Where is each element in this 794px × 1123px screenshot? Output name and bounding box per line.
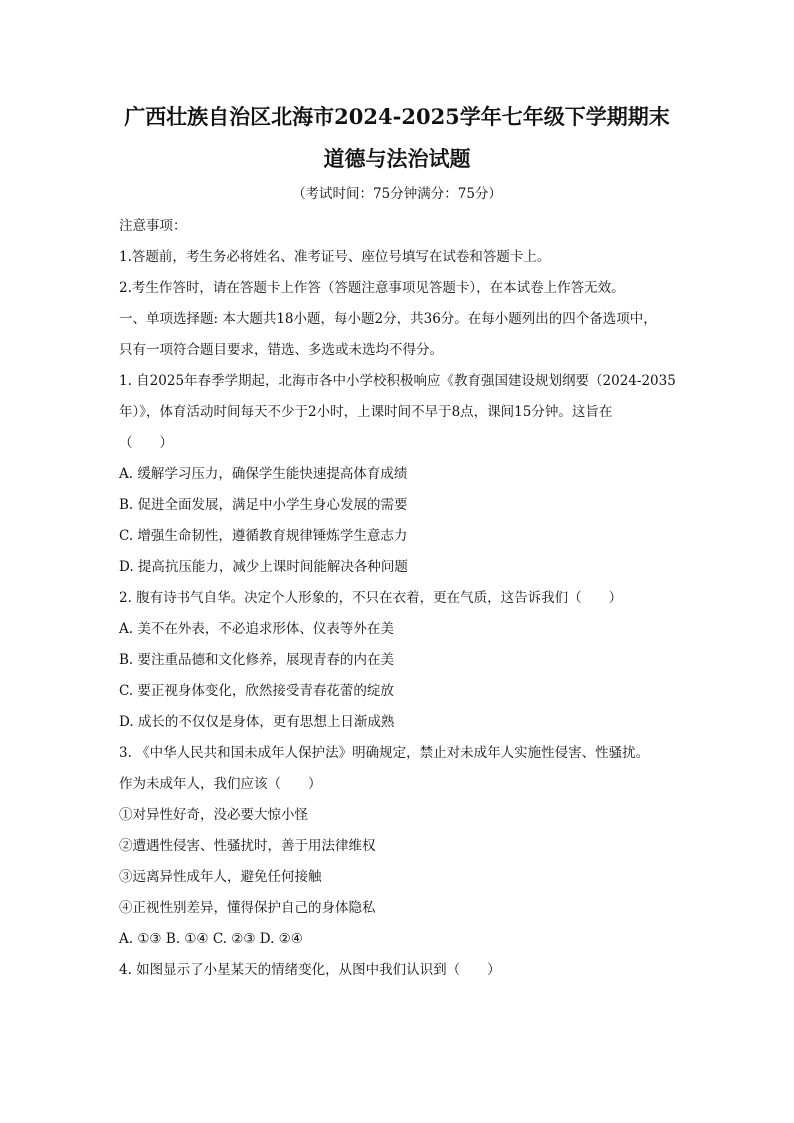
question-1-option-c: C. 增强生命韧性，遵循教育规律锤炼学生意志力 [119,528,408,544]
notes-heading: 注意事项： [119,218,187,234]
question-2-option-c: C. 要正视身体变化，欣然接受青春花蕾的绽放 [119,683,394,699]
question-1-stem-line1: 1. 自2025年春季学期起，北海市各中小学校积极响应《教育强国建设规划纲要（2024-2035 [119,373,676,389]
question-2-option-a: A. 美不在外表，不必追求形体、仪表等外在美 [119,621,394,637]
question-3-stem-line1: 3. 《中华人民共和国未成年人保护法》明确规定，禁止对未成年人实施性侵害、性骚扰。 [119,745,650,761]
question-3-item-4: ④正视性别差异，懂得保护自己的身体隐私 [119,900,376,916]
question-1-stem-line2: 年）》，体育活动时间每天不少于2小时，上课时间不早于8点，课间15分钟。这旨在 [119,404,613,420]
question-3-item-3: ③远离异性成年人，避免任何接触 [119,869,322,885]
question-2-option-b: B. 要注重品德和文化修养，展现青春的内在美 [119,652,395,668]
question-4-stem: 4. 如图显示了小星某天的情绪变化，从图中我们认识到（ ） [119,962,501,978]
question-2-stem: 2. 腹有诗书气自华。决定个人形象的，不只在衣着，更在气质，这告诉我们（ ） [119,590,623,606]
question-2-option-d: D. 成长的不仅仅是身体，更有思想上日渐成熟 [119,714,395,730]
question-1-option-b: B. 促进全面发展，满足中小学生身心发展的需要 [119,497,408,513]
question-3-item-1: ①对异性好奇，没必要大惊小怪 [119,807,308,823]
question-1-option-d: D. 提高抗压能力，减少上课时间能解决各种问题 [119,559,408,575]
exam-title-line1: 广西壮族自治区北海市2024-2025学年七年级下学期期末 [124,104,670,129]
question-3-stem-line2: 作为未成年人，我们应该（ ） [119,776,322,792]
notes-item-1: 1.答题前，考生务必将姓名、准考证号、座位号填写在试卷和答题卡上。 [119,249,551,265]
question-3-item-2: ②遭遇性侵害、性骚扰时，善于用法律维权 [119,838,376,854]
notes-item-2: 2.考生作答时，请在答题卡上作答（答题注意事项见答题卡），在本试卷上作答无效。 [119,280,625,296]
exam-title-line2: 道德与法治试题 [323,146,471,171]
section-1-intro-line1: 一、单项选择题: 本大题共18小题，每小题2分，共36分。在每小题列出的四个备选项中， [119,311,657,327]
exam-body [119,214,689,989]
question-1-stem-line3: （ ） [119,435,173,451]
section-1-intro-line2: 只有一项符合题目要求，错选、多选或未选均不得分。 [119,342,443,358]
question-1-option-a: A. 缓解学习压力，确保学生能快速提高体育成绩 [119,466,408,482]
exam-time-and-score: （考试时间：75分钟满分：75分） [292,186,502,202]
question-3-choices: A. ①③ B. ①④ C. ②③ D. ②④ [119,931,303,947]
